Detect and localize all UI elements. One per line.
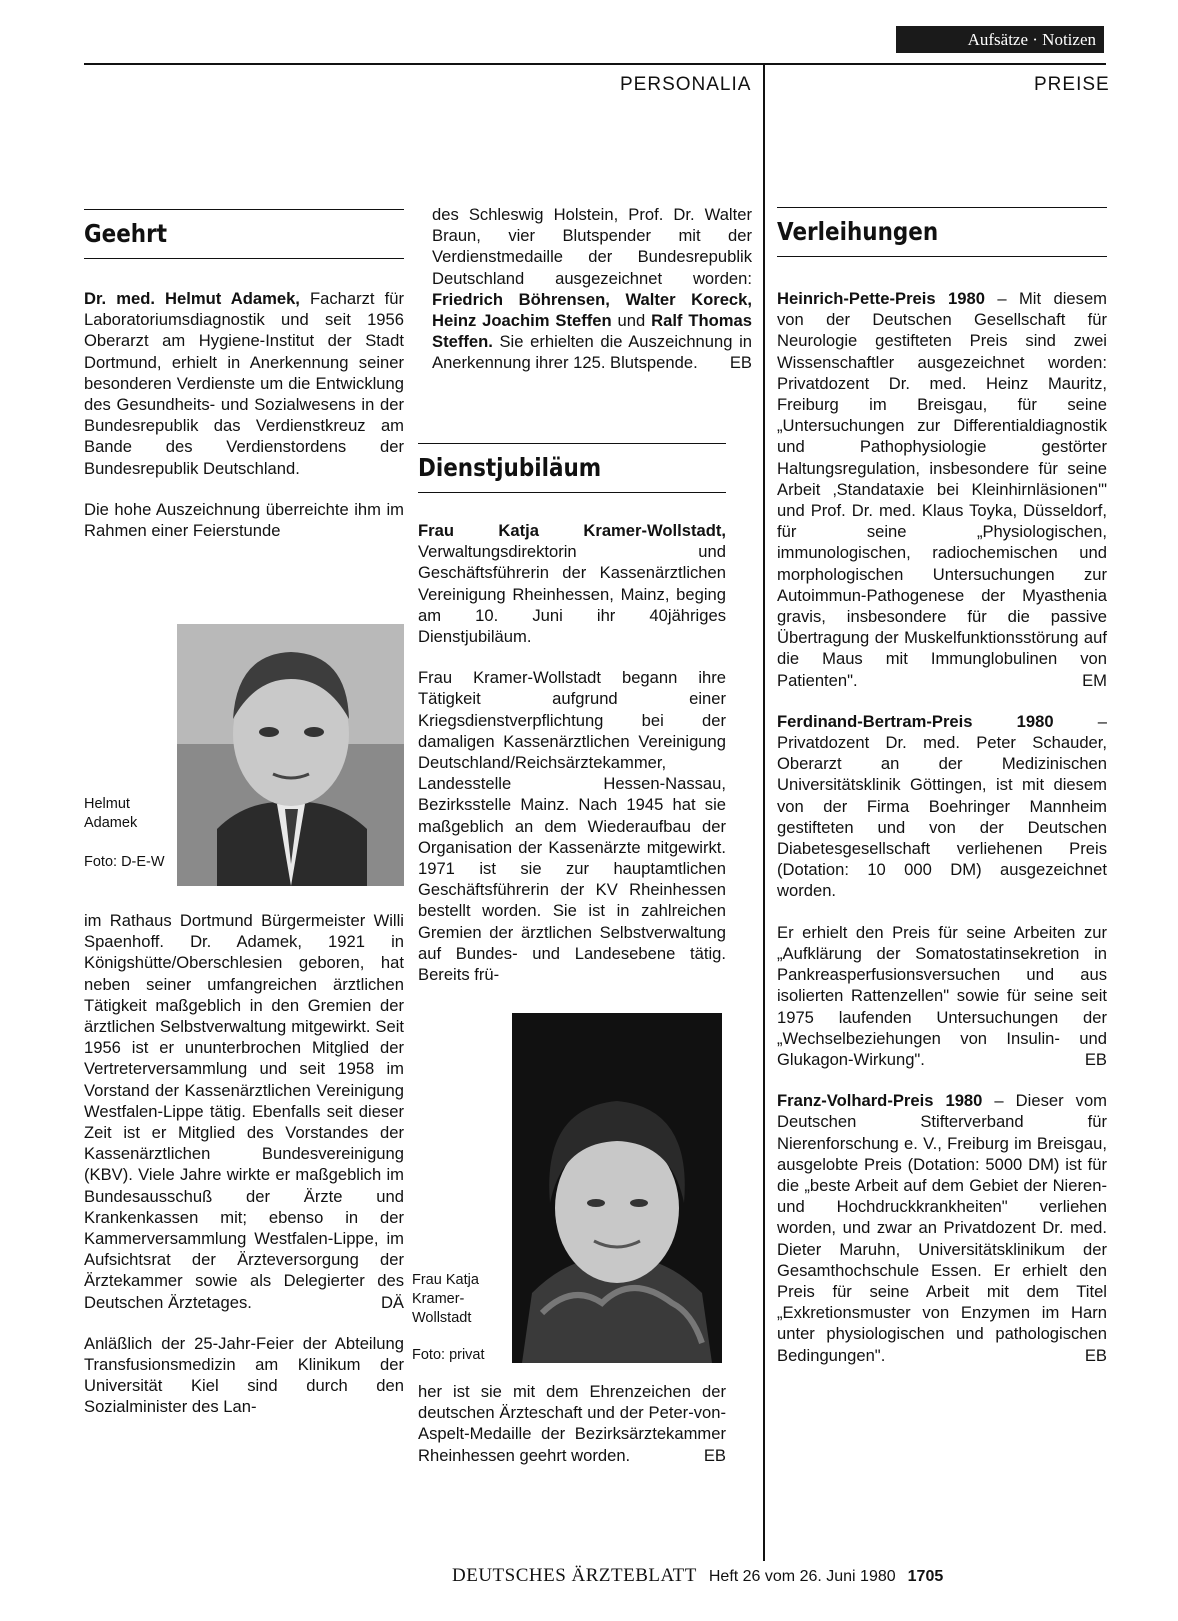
paragraph-ferdinand-bertram-preis: Ferdinand-Bertram-Preis 1980 – Privatdozent Dr. med. Peter Schauder, Oberarzt an der Medizinischen Universitätsklinik Göttingen, ist mit diesem von der Firma Boehringer Mannheim gestifteten und von der Deutschen Diabetesgesellschaft verliehenen Preis (Dotation: 10 000 DM) ausgezeichnet worden. — [777, 711, 1108, 901]
page-number: 1705 — [907, 1568, 944, 1585]
heading-geehrt: Geehrt — [84, 209, 404, 259]
heading-dienstjubilaeum: Dienstjubiläum — [418, 443, 726, 493]
top-rule — [84, 63, 1106, 65]
photo-helmut-adamek — [177, 624, 404, 886]
section-label-personalia: PERSONALIA — [620, 74, 752, 95]
journal-name: DEUTSCHES ÄRZTEBLATT — [452, 1565, 697, 1586]
paragraph-kramer-career: Frau Kramer-Wollstadt begann ihre Tätigkeit aufgrund einer Kriegsdienstverpflichtung bei der damaligen Kassenärztlichen Vereinigung Deutschland/Reichsärztekammer, Landesstelle Hessen-Nassau, Bezirksstelle Mainz. Nach 1945 hat sie maßgeblich an dem Wiederaufbau der Organisation der Kassenärzte mitgewirkt. 1971 ist sie zur hauptamtlichen Geschäftsführerin der KV Rheinhessen bestellt worden. Sie ist in zahlreichen Gremien der ärztlichen Selbstverwaltung auf Bundes- und Landesebene tätig. Bereits frü- — [418, 668, 726, 985]
portrait-image — [512, 1013, 722, 1363]
column-3 — [777, 288, 1107, 1366]
author-signature: EB — [729, 353, 752, 373]
author-signature: EB — [703, 1445, 726, 1465]
section-label-preise: PREISE — [1034, 74, 1110, 95]
page-footer — [452, 1565, 1106, 1587]
paragraph-adamek-bio: im Rathaus Dortmund Bürgermeister Willi Spaenhoff. Dr. Adamek, 1921 in Königshütte/Oberschlesien geboren, hat neben seiner umfangreichen ärztlichen Tätigkeit maßgeblich in den Gremien der ärztlichen Selbstverwaltung mitgewirkt. Seit 1956 ist er ununterbrochen Mitglied der Vertreterversammlung und seit 1958 im Vorstand der Kassenärztlichen Vereinigung Westfalen-Lippe tätig. Ebenfalls seit dieser Zeit ist er Mitglied des Vorstandes der Kassenärztlichen Bundesvereinigung (KBV). Viele Jahre wirkte er maßgeblich im Bundesausschuß der Ärzte und Krankenkassen mit; ebenso in der Kammerversammlung Westfalen-Lippe, im Aufsichtsrat der Ärzteversorgung der Ärztekammer sowie als Delegierter des Deutschen Ärztetages. DÄ — [84, 911, 404, 1312]
paragraph-heinrich-pette-preis: Heinrich-Pette-Preis 1980 – Mit diesem von der Deutschen Gesellschaft für Neurologie gestifteten Preis sind zwei Wissenschaftler ausgezeichnet worden: Privatdozent Dr. med. Heinz Mauritz, Freiburg im Breisgau, für seine „Untersuchungen zur Differentialdiagnostik und Pathophysiologie gestörter Haltungsregulation, insbesondere für seine Arbeit ‚Standataxie bei Kleinhirnläsionen'" und Prof. Dr. med. Klaus Toyka, Düsseldorf, für seine „Physiologischen, immunologischen, radiochemischen und morphologischen Untersuchungen zur Autoimmun-Pathogenese der Myasthenia gravis, insbesondere für die passive Übertragung der Muskelfunktionsstörung auf die Maus mit Immunglobulinen von Patienten". EM — [777, 289, 1107, 690]
column-1-upper — [84, 288, 404, 541]
caption-kramer-credit: Foto: privat — [412, 1347, 485, 1363]
paragraph-franz-volhard-preis: Franz-Volhard-Preis 1980 – Dieser vom Deutschen Stifterverband für Nierenforschung e. V., Freiburg im Breisgau, ausgelobte Preis (Dotation: 5000 DM) ist für die „beste Arbeit auf dem Gebiet der Nieren- und Hochdruckkrankheiten" verliehen worden, und zwar an Privatdozent Dr. med. Dieter Maruhn, Universitätsklinikum der Gesamthochschule Essen. Er erhielt den Preis für seine Arbeit mit dem Titel „Exkretionsmuster von Enzymen im Harn unter physiologischen und pathologischen Bedingungen". EB — [777, 1091, 1108, 1365]
column-divider — [763, 63, 765, 1561]
author-signature: DÄ — [380, 1292, 404, 1312]
paragraph-kramer-honors: her ist sie mit dem Ehrenzeichen der deutschen Ärzteschaft und der Peter-von-Aspelt-Medaille der Bezirksärztekammer Rheinhessen geehrt worden. EB — [418, 1382, 726, 1465]
column-1-lower — [84, 910, 404, 1418]
paragraph-adamek-intro: Dr. med. Helmut Adamek, Facharzt für Laboratoriumsdiagnostik und seit 1956 Oberarzt am Hygiene-Institut der Stadt Dortmund, erhielt in Anerkennung seiner besonderen Verdienste um die Entwicklung des Gesundheits- und Sozialwesens in der Bundesrepublik das Verdienstkreuz am Bande des Verdienstordens der Bundesrepublik Deutschland. — [84, 289, 404, 478]
paragraph-schauder-work: Er erhielt den Preis für seine Arbeiten zur „Aufklärung der Somatostatinsekretion in Pankreasperfusionsversuchen und aus isolierten Rattenzellen" sowie für seine seit 1975 laufenden Untersuchungen der „Wechselbeziehungen von Insulin- und Glukagon-Wirkung". EB — [777, 922, 1107, 1069]
caption-kramer-name: Frau Katja Kramer-Wollstadt — [412, 1272, 479, 1326]
author-signature: EB — [1084, 1345, 1107, 1365]
paragraph-adamek-award: Die hohe Auszeichnung überreichte ihm im Rahmen einer Feierstunde — [84, 499, 404, 541]
caption-adamek-credit: Foto: D-E-W — [84, 854, 165, 870]
heading-verleihungen: Verleihungen — [777, 207, 1107, 257]
issue-info: Heft 26 vom 26. Juni 1980 — [708, 1568, 896, 1585]
paragraph-blutspender: des Schleswig Holstein, Prof. Dr. Walter Braun, vier Blutspender mit der Verdienstmedaille der Bundesrepublik Deutschland ausgezeichnet worden: Friedrich Böhrensen, Walter Koreck, Heinz Joachim Steffen und Ralf Thomas Steffen. Sie erhielten die Auszeichnung in Anerkennung ihrer 125. Blutspende. EB — [432, 205, 752, 373]
paragraph-kramer-intro: Frau Katja Kramer-Wollstadt, Verwaltungsdirektorin und Geschäftsführerin der Kassenärztlichen Vereinigung Rheinhessen, Mainz, beging am 10. Juni ihr 40jähriges Dienstjubiläum. — [418, 521, 726, 647]
caption-adamek-name: Helmut Adamek — [84, 796, 138, 831]
person-name: Dr. med. Helmut Adamek, — [84, 289, 300, 308]
column-2-middle — [418, 520, 726, 985]
section-badge: Aufsätze · Notizen — [896, 26, 1104, 53]
author-signature: EM — [1082, 670, 1107, 690]
author-signature: EB — [1084, 1049, 1107, 1069]
column-2-lower — [418, 1381, 726, 1466]
column-2-upper — [432, 204, 752, 374]
photo-katja-kramer-wollstadt — [512, 1013, 722, 1363]
portrait-image — [177, 624, 404, 886]
paragraph-kiel-transfusion: Anläßlich der 25-Jahr-Feier der Abteilung Transfusionsmedizin am Klinikum der Universität Kiel sind durch den Sozialminister des Lan- — [84, 1333, 404, 1417]
person-name: Frau Katja Kramer-Wollstadt, — [418, 521, 726, 540]
